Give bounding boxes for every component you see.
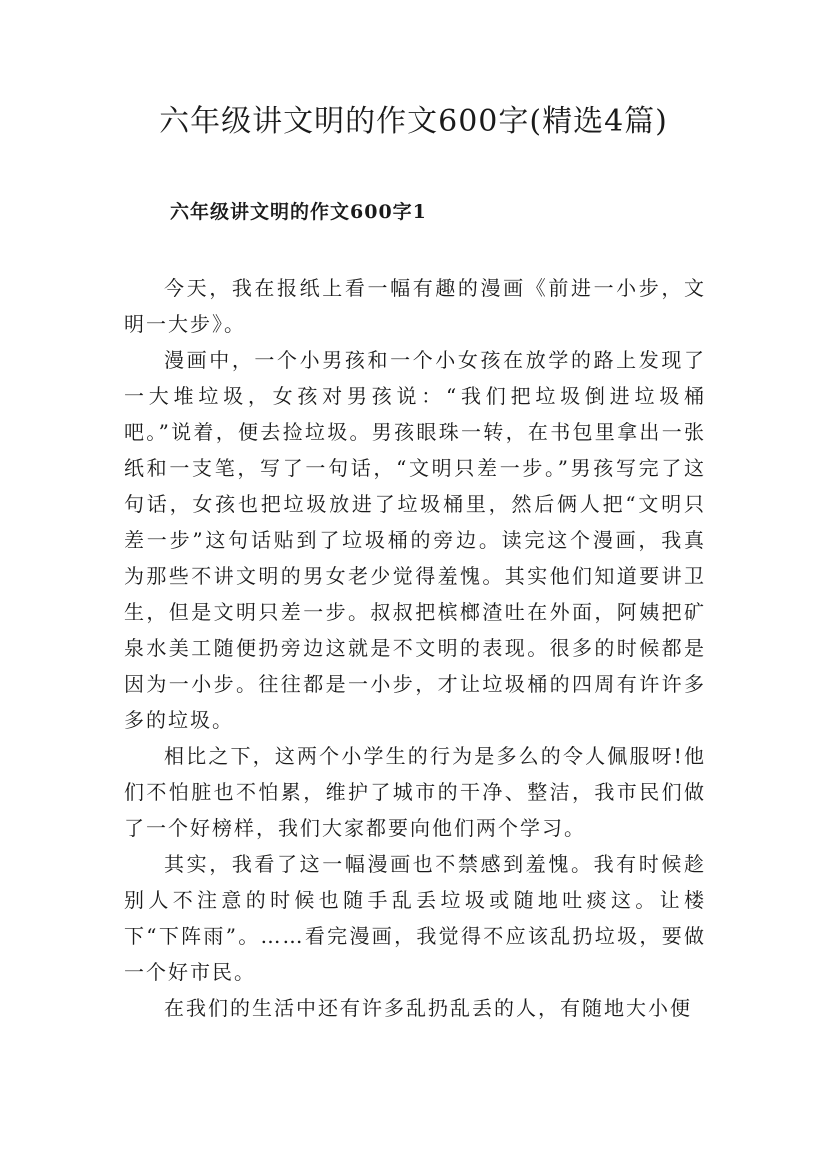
document-title: 六年级讲文明的作文600字(精选4篇) bbox=[159, 104, 668, 139]
paragraph: 相比之下，这两个小学生的行为是多么的令人佩服呀!他们不怕脏也不怕累，维护了城市的干净、整洁，我市民们做了一个好榜样，我们大家都要向他们两个学习。 bbox=[124, 744, 706, 840]
section-title: 六年级讲文明的作文600字1 bbox=[170, 201, 427, 223]
paragraph: 其实，我看了这一幅漫画也不禁感到羞愧。我有时候趁别人不注意的时候也随手乱丢垃圾或随地吐痰这。让楼下“下阵雨”。……看完漫画，我觉得不应该乱扔垃圾，要做一个好市民。 bbox=[124, 852, 706, 984]
paragraph: 今天，我在报纸上看一幅有趣的漫画《前进一小步，文明一大步》。 bbox=[124, 276, 706, 336]
document-body bbox=[124, 270, 706, 1026]
paragraph: 漫画中，一个小男孩和一个小女孩在放学的路上发现了一大堆垃圾，女孩对男孩说：“我们把垃圾倒进垃圾桶吧。”说着，便去捡垃圾。男孩眼珠一转，在书包里拿出一张纸和一支笔，写了一句话，“文明只差一步。”男孩写完了这句话，女孩也把垃圾放进了垃圾桶里，然后俩人把“文明只差一步”这句话贴到了垃圾桶的旁边。读完这个漫画，我真为那些不讲文明的男女老少觉得羞愧。其实他们知道要讲卫生，但是文明只差一步。叔叔把槟榔渣吐在外面，阿姨把矿泉水美工随便扔旁边这就是不文明的表现。很多的时候都是因为一小步。往往都是一小步，才让垃圾桶的四周有许许多多的垃圾。 bbox=[124, 348, 706, 732]
paragraph: 在我们的生活中还有许多乱扔乱丢的人，有随地大小便 bbox=[164, 996, 692, 1020]
